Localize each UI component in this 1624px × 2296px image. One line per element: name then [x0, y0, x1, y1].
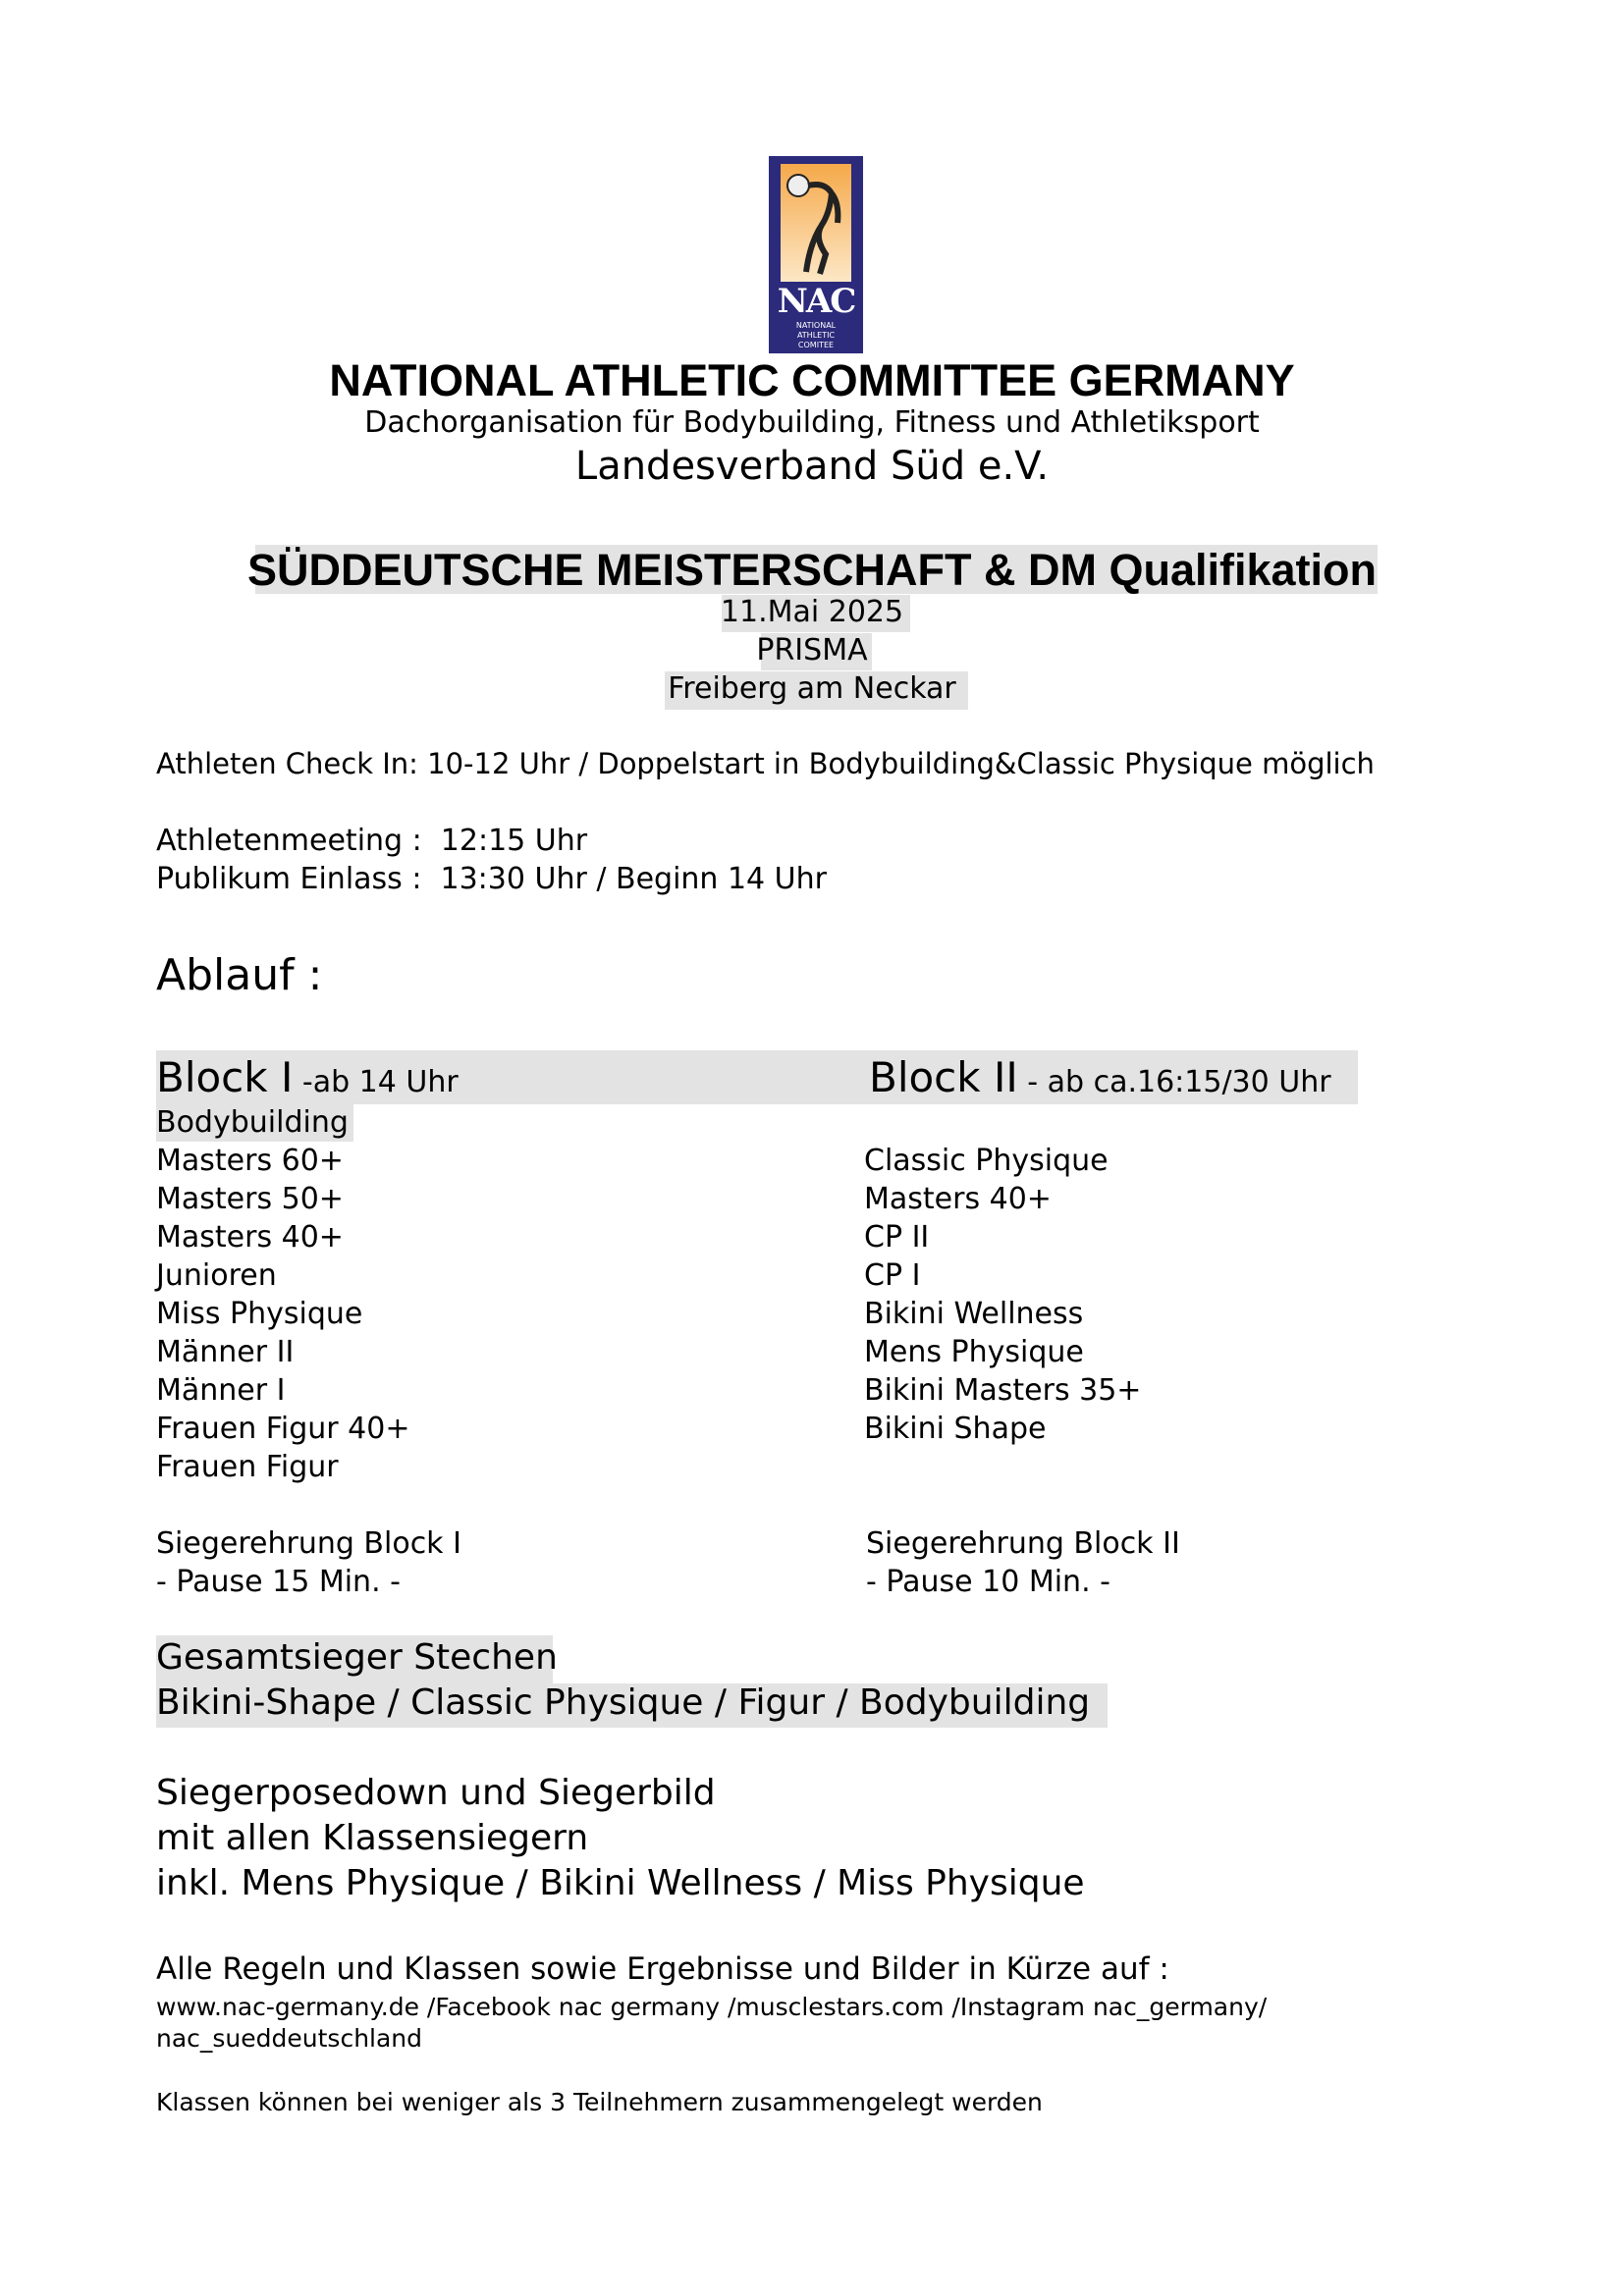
entry-info: Publikum Einlass : 13:30 Uhr / Beginn 14 Uhr	[156, 862, 827, 896]
block1-pause: - Pause 15 Min. -	[156, 1565, 401, 1599]
logo-brand: NAC	[777, 282, 855, 321]
nac-logo	[769, 156, 863, 353]
block2-pause: - Pause 10 Min. -	[866, 1565, 1110, 1599]
overall-title: Gesamtsieger Stechen	[156, 1637, 558, 1678]
schedule-heading: Ablauf :	[156, 950, 323, 1000]
links-text: www.nac-germany.de /Facebook nac germany /musclestars.com /Instagram nac_germany/	[156, 1993, 1268, 2021]
event-date: 11.Mai 2025	[720, 595, 904, 629]
class-item: Miss Physique	[156, 1297, 363, 1331]
class-item: Masters 50+	[156, 1182, 344, 1216]
links-text-continued: nac_sueddeutschland	[156, 2024, 423, 2053]
block1-category: Bodybuilding	[156, 1105, 349, 1140]
logo-subtext: NATIONAL ATHLETIC COMITEE	[795, 321, 837, 349]
checkin-info: Athleten Check In: 10-12 Uhr / Doppelstart in Bodybuilding&Classic Physique möglich	[156, 747, 1375, 780]
class-item: Mens Physique	[864, 1335, 1084, 1369]
block2-heading: Block II - ab ca.16:15/30 Uhr	[869, 1053, 1331, 1101]
class-item: Männer I	[156, 1373, 286, 1408]
class-item: Bikini Wellness	[864, 1297, 1084, 1331]
block2-ceremony: Siegerehrung Block II	[866, 1526, 1180, 1561]
region-name: Landesverband Süd e.V.	[574, 444, 1050, 489]
class-item: Frauen Figur 40+	[156, 1412, 410, 1446]
org-name: NATIONAL ATHLETIC COMMITTEE GERMANY	[329, 355, 1295, 405]
class-item: Masters 40+	[864, 1182, 1052, 1216]
overall-classes: Bikini-Shape / Classic Physique / Figur / Bodybuilding	[156, 1682, 1091, 1723]
class-item: Masters 40+	[156, 1220, 344, 1255]
block1-ceremony: Siegerehrung Block I	[156, 1526, 461, 1561]
class-item: Bikini Shape	[864, 1412, 1047, 1446]
class-item: Frauen Figur	[156, 1450, 339, 1484]
discus-thrower-image	[781, 164, 851, 282]
event-title: SÜDDEUTSCHE MEISTERSCHAFT & DM Qualifikation	[246, 545, 1378, 595]
class-item: Bikini Masters 35+	[864, 1373, 1142, 1408]
rules-note: Alle Regeln und Klassen sowie Ergebnisse und Bilder in Kürze auf :	[156, 1951, 1169, 1987]
class-item: Masters 60+	[156, 1144, 344, 1178]
org-subtitle: Dachorganisation für Bodybuilding, Fitness und Athletiksport	[364, 405, 1260, 440]
class-item: CP I	[864, 1258, 921, 1293]
class-item: Classic Physique	[864, 1144, 1109, 1178]
event-city: Freiberg am Neckar	[668, 671, 956, 706]
meeting-info: Athletenmeeting : 12:15 Uhr	[156, 824, 588, 858]
posedown-line: Siegerposedown und Siegerbild	[156, 1773, 716, 1813]
posedown-line: mit allen Klassensiegern	[156, 1818, 589, 1858]
event-venue: PRISMA	[756, 633, 868, 667]
posedown-line: inkl. Mens Physique / Bikini Wellness / Miss Physique	[156, 1863, 1085, 1903]
block1-heading: Block I -ab 14 Uhr	[156, 1053, 459, 1101]
merge-note: Klassen können bei weniger als 3 Teilnehmern zusammengelegt werden	[156, 2088, 1043, 2116]
class-item: Männer II	[156, 1335, 295, 1369]
class-item: CP II	[864, 1220, 930, 1255]
class-item: Junioren	[156, 1258, 277, 1293]
